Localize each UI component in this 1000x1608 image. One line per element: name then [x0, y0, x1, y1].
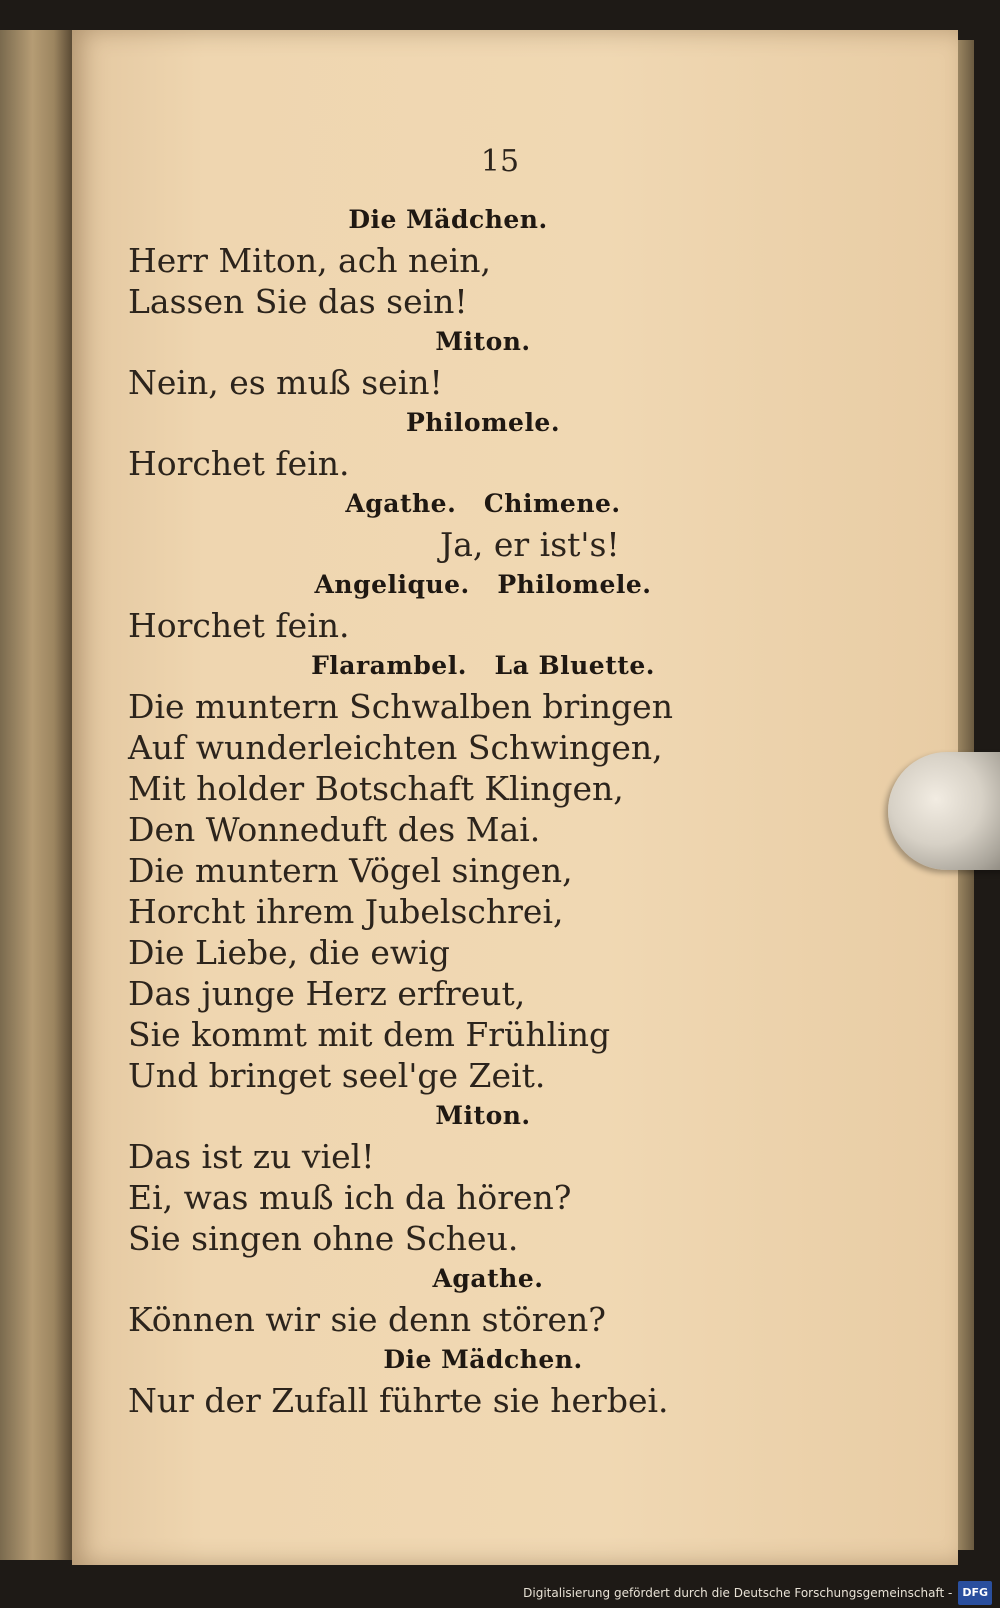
verse-line: Lassen Sie das sein! — [128, 282, 468, 321]
footer-text: Digitalisierung gefördert durch die Deutsche Forschungsgemeinschaft - — [523, 1586, 953, 1600]
verse-line: Können wir sie denn stören? — [128, 1300, 606, 1339]
verse-line: Nur der Zufall führte sie herbei. — [128, 1381, 669, 1420]
verse-line: Ei, was muß ich da hören? — [128, 1178, 572, 1217]
speaker-name: Miton. — [435, 327, 531, 356]
verse-line: Mit holder Botschaft Klingen, — [128, 769, 624, 808]
verse-line: Das ist zu viel! — [128, 1137, 375, 1176]
verse-line: Ja, er ist's! — [440, 525, 620, 564]
verse-line: Die muntern Vögel singen, — [128, 851, 573, 890]
page-clip — [888, 752, 1000, 870]
verse-line: Sie kommt mit dem Frühling — [128, 1015, 611, 1054]
footer-credit — [523, 1582, 992, 1604]
verse-line: Das junge Herz erfreut, — [128, 974, 526, 1013]
verse-line: Herr Miton, ach nein, — [128, 241, 492, 280]
verse-line: Horchet fein. — [128, 606, 350, 645]
speaker-name: Agathe. — [432, 1264, 544, 1293]
verse-line: Nein, es muß sein! — [128, 363, 443, 402]
speaker-name: Angelique. Philomele. — [314, 570, 652, 599]
page-number: 15 — [480, 144, 520, 179]
speaker-name: Miton. — [435, 1101, 531, 1130]
verse-line: Horchet fein. — [128, 444, 350, 483]
libretto-text — [128, 200, 748, 1421]
speaker-name: Die Mädchen. — [383, 1345, 583, 1374]
speaker-name: Agathe. Chimene. — [345, 489, 621, 518]
speaker-name: Philomele. — [405, 408, 561, 437]
verse-line: Auf wunderleichten Schwingen, — [128, 728, 663, 767]
verse-line: Die muntern Schwalben bringen — [128, 687, 673, 726]
dfg-logo: DFG — [958, 1581, 992, 1605]
speaker-name: Flarambel. La Bluette. — [311, 651, 655, 680]
verse-line: Den Wonneduft des Mai. — [128, 810, 541, 849]
speaker-name: Die Mädchen. — [348, 205, 548, 234]
book-left-edge — [0, 30, 72, 1560]
verse-line: Horcht ihrem Jubelschrei, — [128, 892, 564, 931]
verse-line: Die Liebe, die ewig — [128, 933, 450, 972]
verse-line: Sie singen ohne Scheu. — [128, 1219, 519, 1258]
verse-line: Und bringet seel'ge Zeit. — [128, 1056, 546, 1095]
